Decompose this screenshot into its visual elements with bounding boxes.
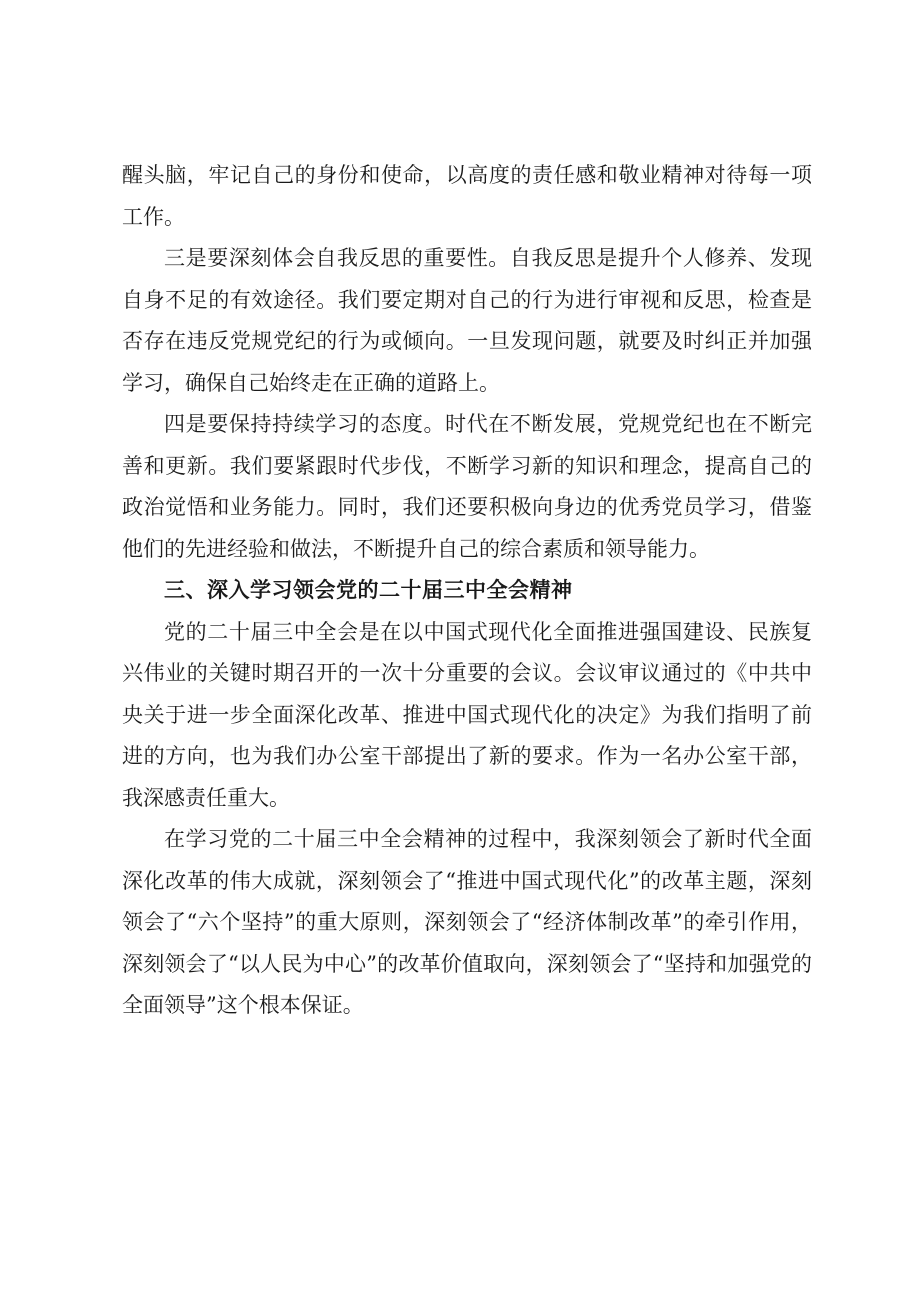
section-heading: 三、深入学习领会党的二十届三中全会精神 — [164, 578, 573, 602]
paragraph-continuous-learning: 四是要保持持续学习的态度。时代在不断发展，党规党纪也在不断完善和更新。我们要紧跟时代步伐，不断学习新的知识和理念，提高自己的政治觉悟和业务能力。同时，我们还要积极向身边的优秀党员学习，借鉴他们的先进经验和做法，不断提升自己的综合素质和领导能力。 — [122, 412, 812, 561]
paragraph-continuation: 醒头脑，牢记自己的身份和使命，以高度的责任感和敬业精神对待每一项工作。 — [122, 163, 812, 229]
document-body — [122, 155, 812, 1027]
paragraph-plenary-session: 党的二十届三中全会是在以中国式现代化全面推进强国建设、民族复兴伟业的关键时期召开的一次十分重要的会议。会议审议通过的《中共中央关于进一步全面深化改革、推进中国式现代化的决定》为我们指明了前进的方向，也为我们办公室干部提出了新的要求。作为一名办公室干部，我深感责任重大。 — [122, 619, 812, 810]
paragraph-learning-insights: 在学习党的二十届三中全会精神的过程中，我深刻领会了新时代全面深化改革的伟大成就，深刻领会了“推进中国式现代化”的改革主题，深刻领会了“六个坚持”的重大原则，深刻领会了“经济体制改革”的牵引作用，深刻领会了“以人民为中心”的改革价值取向，深刻领会了“坚持和加强党的全面领导”这个根本保证。 — [122, 827, 812, 1017]
paragraph-self-reflection: 三是要深刻体会自我反思的重要性。自我反思是提升个人修养、发现自身不足的有效途径。我们要定期对自己的行为进行审视和反思，检查是否存在违反党规党纪的行为或倾向。一旦发现问题，就要及时纠正并加强学习，确保自己始终走在正确的道路上。 — [122, 246, 812, 395]
